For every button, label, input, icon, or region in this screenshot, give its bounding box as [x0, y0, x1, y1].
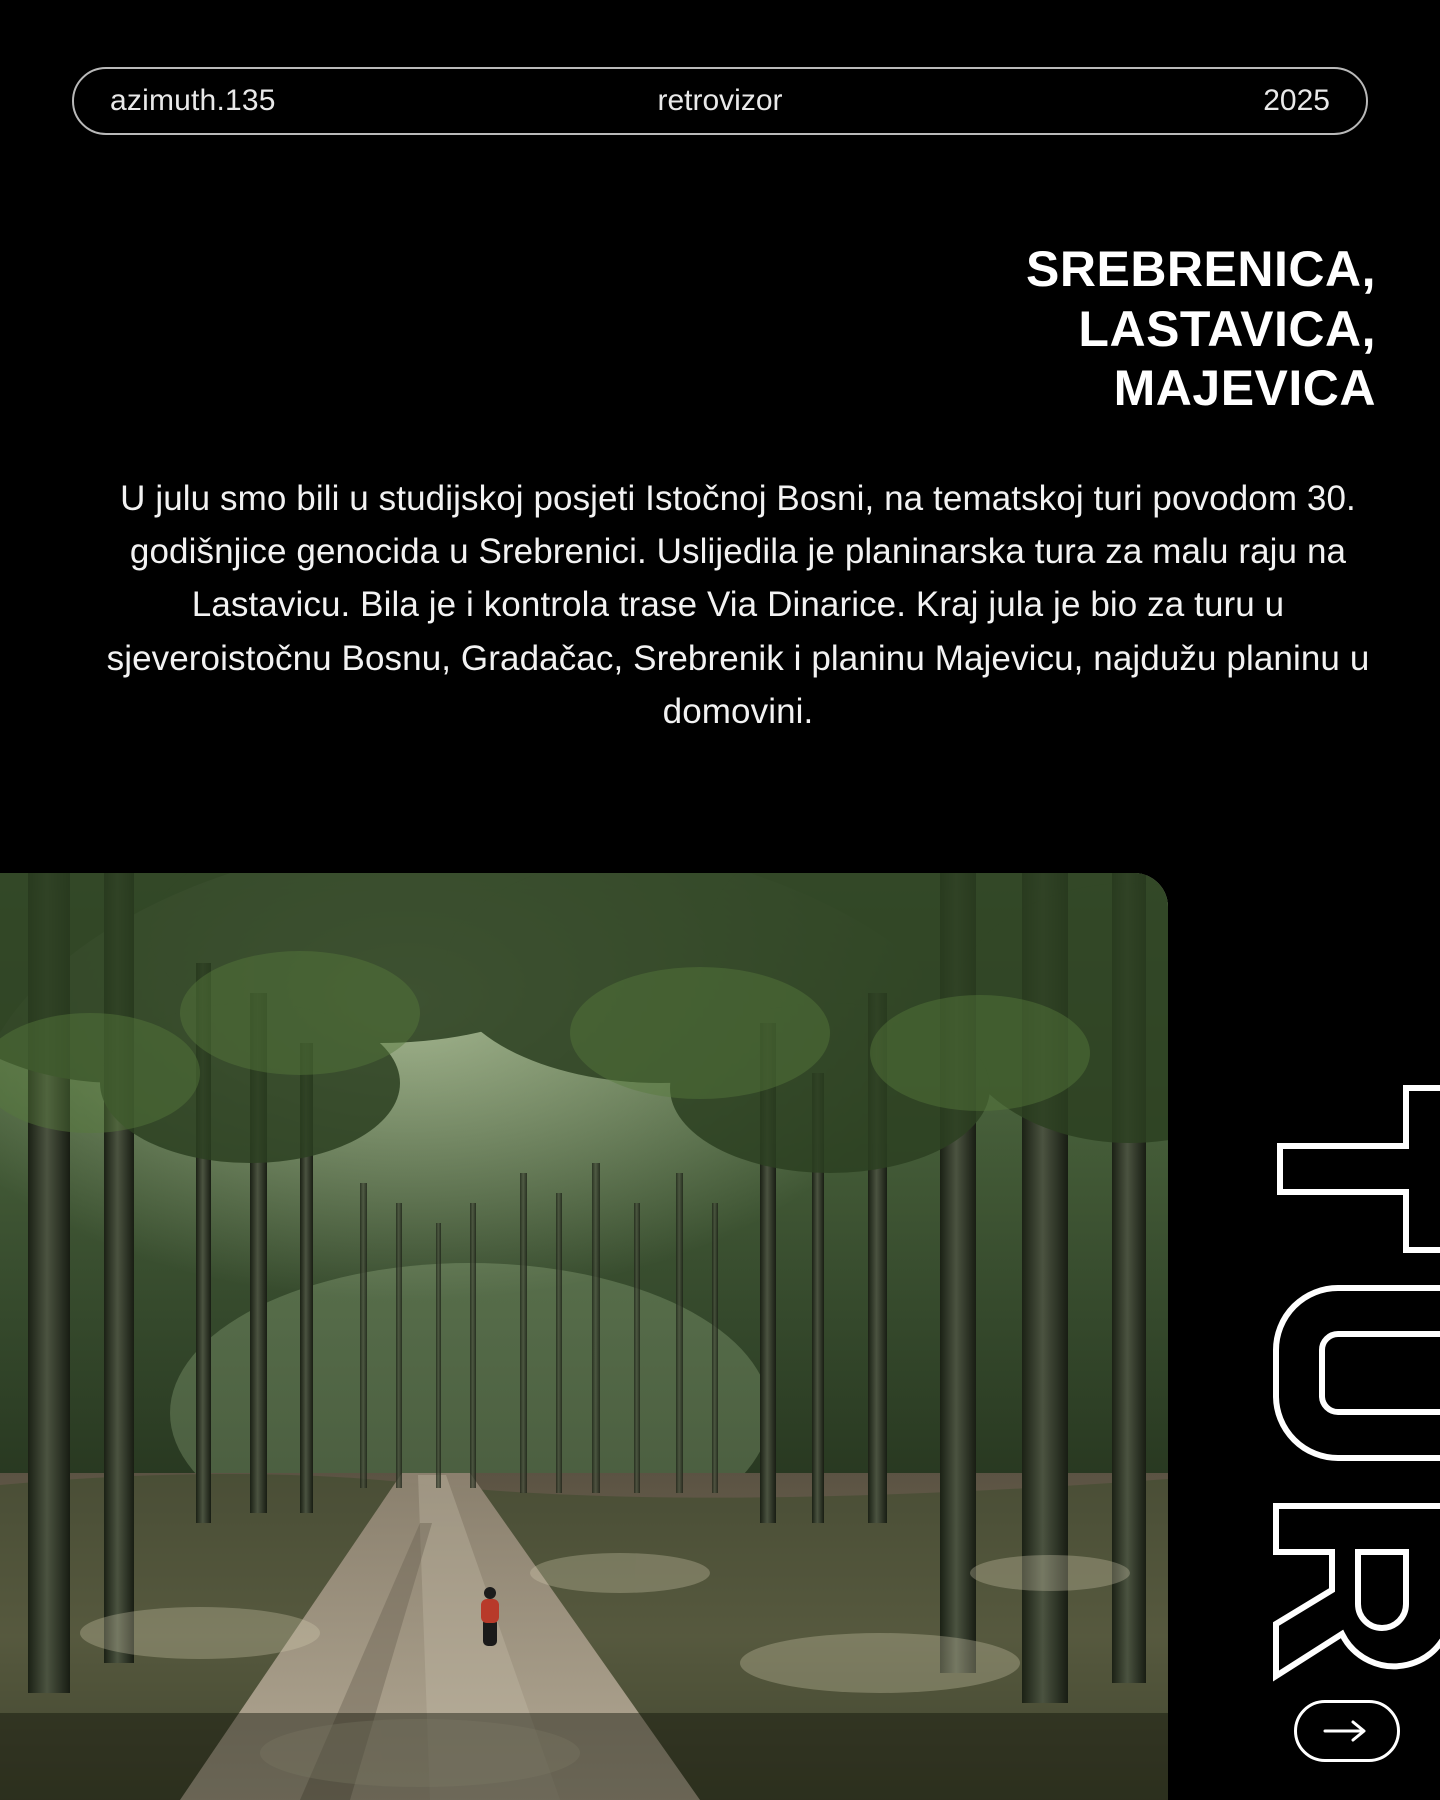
title-line-3: MAJEVICA — [1113, 360, 1376, 416]
header-pill — [72, 67, 1368, 135]
brand-label: azimuth.135 — [110, 84, 276, 117]
body-paragraph: U julu smo bili u studijskoj posjeti Istočnoj Bosni, na tematskoj turi povodom 30. godišnjice genocida u Srebrenici. Uslijedila je planinarska tura za malu raju na Lastavicu. Bila je i kontrola trase Via Dinarice. Kraj jula je bio za turu u sjeveroistočnu Bosnu, Gradačac, Srebrenik i planinu Majevicu, najdužu planinu u domovini. — [106, 479, 1370, 731]
page-title — [376, 240, 1376, 419]
next-button[interactable] — [1294, 1700, 1400, 1762]
forest-path-photo — [0, 873, 1168, 1800]
year-label: 2025 — [1263, 84, 1330, 117]
section-label: retrovizor — [657, 84, 783, 117]
title-line-2: LASTAVICA, — [1078, 300, 1376, 357]
arrow-right-icon — [1323, 1720, 1371, 1742]
title-line-1: SREBRENICA, — [1026, 241, 1376, 297]
forest-photo — [0, 873, 1168, 1800]
body-copy — [100, 472, 1376, 738]
